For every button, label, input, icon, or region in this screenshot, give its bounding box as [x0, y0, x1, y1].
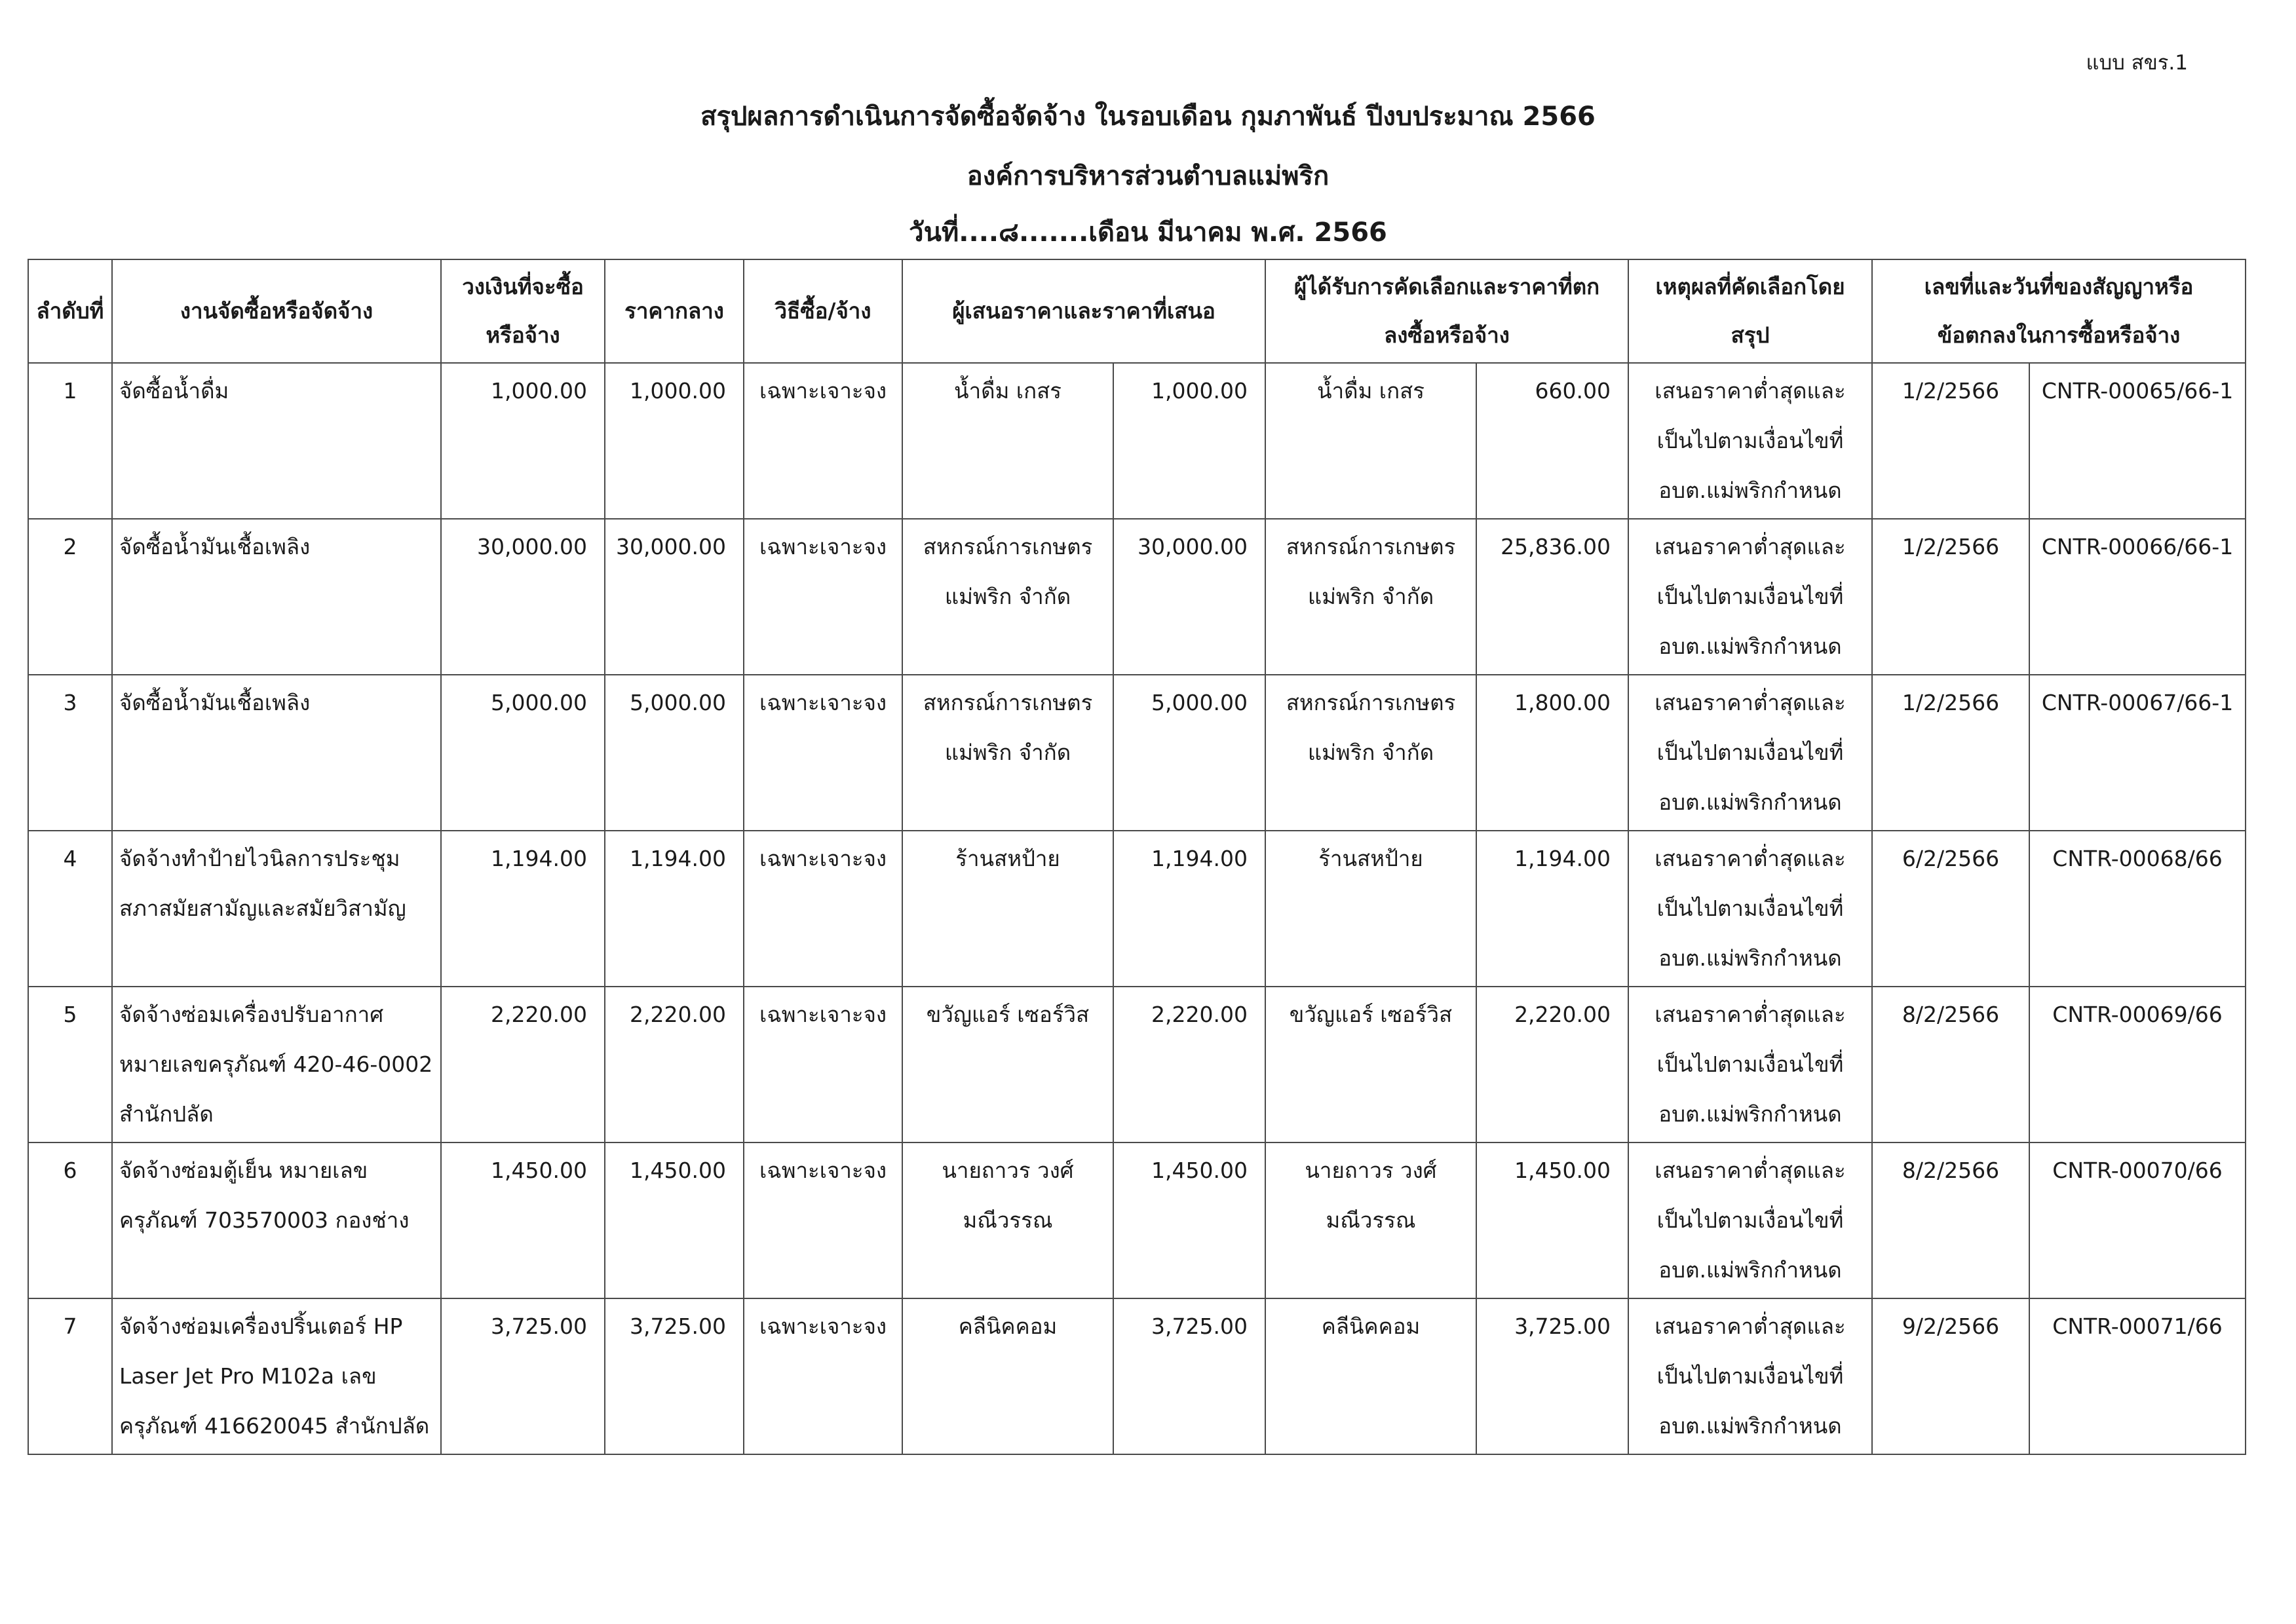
cell-reason-line: อบต.แม่พริกกำหนด [1658, 1101, 1842, 1127]
cell-seq: 3 [28, 675, 112, 831]
cell-reason [1628, 1142, 1872, 1298]
cell-reason-line: เป็นไปตามเงื่อนไขที่ [1656, 584, 1844, 609]
cell-method: เฉพาะเจาะจง [744, 1298, 902, 1454]
cell-budget: 5,000.00 [441, 675, 605, 831]
cell-bid-price: 5,000.00 [1113, 675, 1265, 831]
cell-bid-price: 3,725.00 [1113, 1298, 1265, 1454]
cell-bidder [902, 1298, 1113, 1454]
cell-reason-line: เสนอราคาต่ำสุดและ [1655, 1158, 1846, 1183]
cell-bid-price: 1,194.00 [1113, 831, 1265, 987]
cell-contract-date: 8/2/2566 [1872, 1142, 2029, 1298]
cell-winner-line: แม่พริก จำกัด [1307, 740, 1434, 765]
cell-winner-line: มณีวรรณ [1326, 1207, 1416, 1233]
cell-bidder [902, 831, 1113, 987]
cell-winner [1265, 831, 1476, 987]
cell-item-line: จัดซื้อน้ำมันเชื้อเพลิง [119, 534, 311, 559]
cell-item [112, 519, 441, 675]
cell-reason [1628, 675, 1872, 831]
cell-winner-line: ร้านสหป้าย [1318, 846, 1423, 871]
cell-bidder [902, 1142, 1113, 1298]
cell-bidder-line: ขวัญแอร์ เซอร์วิส [926, 1002, 1090, 1027]
header-reason [1628, 259, 1872, 363]
cell-method: เฉพาะเจาะจง [744, 1142, 902, 1298]
header-item: งานจัดซื้อหรือจัดจ้าง [112, 259, 441, 363]
cell-reason-line: อบต.แม่พริกกำหนด [1658, 789, 1842, 815]
header-winner-line-1: ผู้ได้รับการคัดเลือกและราคาที่ตก [1293, 274, 1600, 299]
cell-seq: 6 [28, 1142, 112, 1298]
cell-reason [1628, 363, 1872, 519]
table-row [28, 519, 2246, 675]
cell-method: เฉพาะเจาะจง [744, 831, 902, 987]
cell-contract-date: 6/2/2566 [1872, 831, 2029, 987]
cell-reason [1628, 987, 1872, 1142]
cell-item [112, 1142, 441, 1298]
cell-reason-line: เป็นไปตามเงื่อนไขที่ [1656, 1363, 1844, 1389]
cell-winner [1265, 987, 1476, 1142]
header-bidders: ผู้เสนอราคาและราคาที่เสนอ [902, 259, 1265, 363]
cell-bidder-line: แม่พริก จำกัด [944, 584, 1071, 609]
cell-bid-price: 1,450.00 [1113, 1142, 1265, 1298]
header-contract-line-1: เลขที่และวันที่ของสัญญาหรือ [1924, 274, 2194, 299]
cell-reason-line: เสนอราคาต่ำสุดและ [1655, 1313, 1846, 1339]
cell-seq: 2 [28, 519, 112, 675]
cell-bid-price: 2,220.00 [1113, 987, 1265, 1142]
table-row [28, 987, 2246, 1142]
cell-contract-no: CNTR-00071/66 [2029, 1298, 2246, 1454]
cell-item-line: สภาสมัยสามัญและสมัยวิสามัญ [119, 896, 406, 921]
cell-win-price: 1,450.00 [1476, 1142, 1628, 1298]
cell-bidder-line: สหกรณ์การเกษตร [923, 534, 1093, 559]
cell-seq: 7 [28, 1298, 112, 1454]
cell-budget: 1,194.00 [441, 831, 605, 987]
cell-bidder-line: นายถาวร วงศ์ [942, 1158, 1074, 1183]
cell-winner [1265, 675, 1476, 831]
cell-item-line: ครุภัณฑ์ 703570003 กองช่าง [119, 1207, 410, 1233]
cell-method: เฉพาะเจาะจง [744, 987, 902, 1142]
cell-reason-line: เป็นไปตามเงื่อนไขที่ [1656, 1207, 1844, 1233]
header-winner-line-2: ลงซื้อหรือจ้าง [1384, 322, 1510, 348]
organization-name: องค์การบริหารส่วนตำบลแม่พริก [966, 161, 1330, 191]
header-budget-line-2: หรือจ้าง [486, 322, 560, 348]
cell-budget: 1,000.00 [441, 363, 605, 519]
cell-winner-line: นายถาวร วงศ์ [1305, 1158, 1437, 1183]
document-date: วันที่....๘.......เดือน มีนาคม พ.ศ. 2566 [909, 217, 1387, 248]
form-code: แบบ สขร.1 [2086, 51, 2188, 75]
document-title: สรุปผลการดำเนินการจัดซื้อจัดจ้าง ในรอบเดือน กุมภาพันธ์ ปีงบประมาณ 2566 [700, 102, 1596, 132]
table-row [28, 675, 2246, 831]
cell-item-line: จัดจ้างทำป้ายไวนิลการประชุม [119, 846, 400, 871]
cell-reason-line: เป็นไปตามเงื่อนไขที่ [1656, 740, 1844, 765]
cell-median-price: 2,220.00 [605, 987, 744, 1142]
cell-contract-no: CNTR-00070/66 [2029, 1142, 2246, 1298]
cell-winner-line: คลีนิคคอม [1321, 1313, 1421, 1339]
cell-bidder-line: แม่พริก จำกัด [944, 740, 1071, 765]
cell-reason-line: อบต.แม่พริกกำหนด [1658, 945, 1842, 971]
header-budget [441, 259, 605, 363]
cell-item [112, 675, 441, 831]
header-winner [1265, 259, 1628, 363]
cell-reason [1628, 1298, 1872, 1454]
cell-bidder-line: ร้านสหป้าย [955, 846, 1060, 871]
cell-bidder-line: คลีนิคคอม [958, 1313, 1058, 1339]
cell-item-line: จัดซื้อน้ำมันเชื้อเพลิง [119, 690, 311, 715]
cell-win-price: 660.00 [1476, 363, 1628, 519]
cell-reason-line: เป็นไปตามเงื่อนไขที่ [1656, 896, 1844, 921]
table-row [28, 1298, 2246, 1454]
cell-bidder [902, 363, 1113, 519]
cell-item-line: จัดซื้อน้ำดื่ม [119, 378, 229, 404]
cell-median-price: 30,000.00 [605, 519, 744, 675]
cell-bidder [902, 987, 1113, 1142]
cell-win-price: 3,725.00 [1476, 1298, 1628, 1454]
cell-bidder-line: สหกรณ์การเกษตร [923, 690, 1093, 715]
cell-budget: 2,220.00 [441, 987, 605, 1142]
cell-bidder-line: มณีวรรณ [963, 1207, 1053, 1233]
cell-winner-line: สหกรณ์การเกษตร [1286, 690, 1456, 715]
cell-bid-price: 1,000.00 [1113, 363, 1265, 519]
table-header-row [28, 259, 2246, 363]
cell-winner [1265, 1142, 1476, 1298]
cell-item-line: สำนักปลัด [119, 1101, 214, 1127]
cell-seq: 4 [28, 831, 112, 987]
cell-bidder [902, 675, 1113, 831]
cell-winner [1265, 519, 1476, 675]
procurement-table [28, 259, 2246, 1455]
cell-item [112, 831, 441, 987]
cell-reason-line: เสนอราคาต่ำสุดและ [1655, 378, 1846, 404]
cell-method: เฉพาะเจาะจง [744, 363, 902, 519]
cell-item-line: จัดจ้างซ่อมเครื่องปริ้นเตอร์ HP [119, 1313, 403, 1339]
cell-winner-line: น้ำดื่ม เกสร [1317, 378, 1425, 404]
cell-win-price: 2,220.00 [1476, 987, 1628, 1142]
cell-contract-no: CNTR-00067/66-1 [2029, 675, 2246, 831]
cell-win-price: 25,836.00 [1476, 519, 1628, 675]
cell-reason-line: อบต.แม่พริกกำหนด [1658, 1257, 1842, 1283]
cell-contract-no: CNTR-00068/66 [2029, 831, 2246, 987]
cell-item [112, 1298, 441, 1454]
table-row [28, 831, 2246, 987]
cell-median-price: 1,000.00 [605, 363, 744, 519]
cell-contract-no: CNTR-00069/66 [2029, 987, 2246, 1142]
cell-seq: 5 [28, 987, 112, 1142]
cell-reason-line: อบต.แม่พริกกำหนด [1658, 478, 1842, 503]
cell-contract-date: 9/2/2566 [1872, 1298, 2029, 1454]
cell-bidder [902, 519, 1113, 675]
cell-median-price: 5,000.00 [605, 675, 744, 831]
cell-method: เฉพาะเจาะจง [744, 675, 902, 831]
cell-winner-line: แม่พริก จำกัด [1307, 584, 1434, 609]
header-contract [1872, 259, 2246, 363]
cell-win-price: 1,194.00 [1476, 831, 1628, 987]
header-seq: ลำดับที่ [28, 259, 112, 363]
cell-reason [1628, 519, 1872, 675]
cell-reason-line: เสนอราคาต่ำสุดและ [1655, 846, 1846, 871]
cell-contract-date: 1/2/2566 [1872, 519, 2029, 675]
cell-budget: 3,725.00 [441, 1298, 605, 1454]
cell-reason-line: เสนอราคาต่ำสุดและ [1655, 534, 1846, 559]
cell-median-price: 1,194.00 [605, 831, 744, 987]
cell-item [112, 363, 441, 519]
cell-winner [1265, 363, 1476, 519]
header-budget-line-1: วงเงินที่จะซื้อ [462, 274, 584, 299]
cell-reason-line: เสนอราคาต่ำสุดและ [1655, 690, 1846, 715]
cell-contract-date: 1/2/2566 [1872, 363, 2029, 519]
cell-item-line: ครุภัณฑ์ 416620045 สำนักปลัด [119, 1413, 430, 1439]
cell-reason-line: เป็นไปตามเงื่อนไขที่ [1656, 428, 1844, 453]
cell-reason-line: เป็นไปตามเงื่อนไขที่ [1656, 1051, 1844, 1077]
cell-reason [1628, 831, 1872, 987]
cell-winner-line: ขวัญแอร์ เซอร์วิส [1289, 1002, 1453, 1027]
cell-reason-line: เสนอราคาต่ำสุดและ [1655, 1002, 1846, 1027]
cell-contract-no: CNTR-00065/66-1 [2029, 363, 2246, 519]
cell-seq: 1 [28, 363, 112, 519]
header-reason-line-2: สรุป [1731, 322, 1770, 348]
cell-reason-line: อบต.แม่พริกกำหนด [1658, 633, 1842, 659]
cell-winner-line: สหกรณ์การเกษตร [1286, 534, 1456, 559]
cell-bid-price: 30,000.00 [1113, 519, 1265, 675]
cell-contract-no: CNTR-00066/66-1 [2029, 519, 2246, 675]
cell-bidder-line: น้ำดื่ม เกสร [954, 378, 1062, 404]
cell-median-price: 1,450.00 [605, 1142, 744, 1298]
cell-item-line: จัดจ้างซ่อมเครื่องปรับอากาศ [119, 1002, 384, 1027]
table-body [28, 363, 2246, 1454]
header-contract-line-2: ข้อตกลงในการซื้อหรือจ้าง [1937, 322, 2181, 348]
cell-budget: 30,000.00 [441, 519, 605, 675]
header-median-price: ราคากลาง [605, 259, 744, 363]
cell-item [112, 987, 441, 1142]
table-row [28, 1142, 2246, 1298]
cell-item-line: จัดจ้างซ่อมตู้เย็น หมายเลข [119, 1158, 368, 1183]
cell-budget: 1,450.00 [441, 1142, 605, 1298]
cell-contract-date: 1/2/2566 [1872, 675, 2029, 831]
cell-item-line: Laser Jet Pro M102a เลข [119, 1363, 377, 1389]
cell-method: เฉพาะเจาะจง [744, 519, 902, 675]
cell-winner [1265, 1298, 1476, 1454]
cell-contract-date: 8/2/2566 [1872, 987, 2029, 1142]
header-reason-line-1: เหตุผลที่คัดเลือกโดย [1655, 274, 1845, 299]
header-method: วิธีซื้อ/จ้าง [744, 259, 902, 363]
cell-median-price: 3,725.00 [605, 1298, 744, 1454]
table-row [28, 363, 2246, 519]
cell-win-price: 1,800.00 [1476, 675, 1628, 831]
cell-item-line: หมายเลขครุภัณฑ์ 420-46-0002 [119, 1051, 433, 1077]
cell-reason-line: อบต.แม่พริกกำหนด [1658, 1413, 1842, 1439]
